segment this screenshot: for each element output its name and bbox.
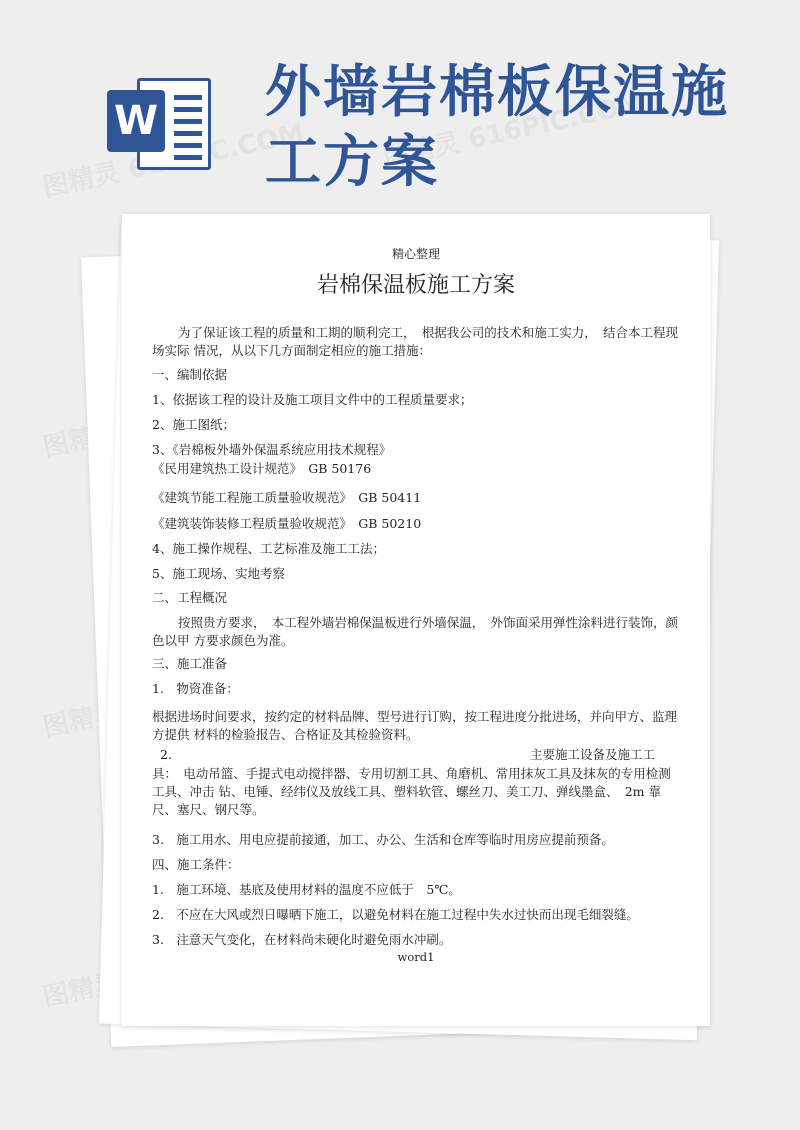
document-footer: word1 [397,950,435,964]
list-item: 4、施工操作规程、工艺标准及施工工法； [152,541,385,556]
document-header-note: 精心整理 [391,247,440,261]
list-item: 1. 物资准备： [152,681,239,696]
list-item-number: 2. [160,747,172,762]
list-item: 1. 施工环境、基底及使用材料的温度不应低于 5℃。 [152,882,461,897]
list-item: 3、《岩棉板外墙外保温系统应用技术规程》 [152,442,392,457]
paragraph: 按照贵方要求， 本工程外墙岩棉保温板进行外墙保温， 外饰面采用弹性涂料进行装饰，颜色以甲 方要求颜色为准。 [152,615,679,648]
section-heading: 三、施工准备 [152,656,228,671]
section-heading: 一、编制依据 [152,367,228,382]
section-heading: 四、施工条件： [152,857,240,872]
list-item: 《民用建筑热工设计规范》 GB 50176 [152,461,372,476]
list-item: 3. 注意天气变化，在材料尚未硬化时避免雨水冲刷。 [152,932,452,947]
paragraph: 为了保证该工程的质量和工期的顺利完工， 根据我公司的技术和施工实力， 结合本工程现场实际 情况，从以下几方面制定相应的施工措施： [152,325,679,358]
list-item: 主要施工设备及施工工 [530,747,656,762]
paragraph: 具： 电动吊篮、手提式电动搅拌器、专用切割工具、角磨机、常用抹灰工具及抹灰的专用检测工具、冲击 钻、电锤、经纬仪及放线工具、塑料软管、螺丝刀、美工刀、弹线墨盒、 2m 靠尺、塞尺、钢尺等。 [152,766,671,817]
document-title: 岩棉保温板施工方案 [316,273,515,298]
page-title: 外墙岩棉板保温施工方案 [265,60,729,195]
list-item: 2. 不应在大风或烈日曝晒下施工，以避免材料在施工过程中失水过快而出现毛细裂缝。 [152,907,639,922]
paragraph: 根据进场时间要求，按约定的材料品牌、型号进行订购，按工程进度分批进场，并向甲方、监理方提供 材料的检验报告、合格证及其检验资料。 [152,709,678,742]
list-item: 《建筑装饰装修工程质量验收规范》 GB 50210 [152,516,422,531]
word-badge: W [107,90,165,152]
list-item: 5、施工现场、实地考察 [152,566,285,581]
list-item: 3. 施工用水、用电应提前接通，加工、办公、生活和仓库等临时用房应提前预备。 [152,832,614,847]
document-page [122,214,710,1026]
list-item: 《建筑节能工程施工质量验收规范》 GB 50411 [152,490,422,505]
list-item: 1、依据该工程的设计及施工项目文件中的工程质量要求； [152,392,473,407]
list-item: 2、施工图纸； [152,417,235,432]
section-heading: 二、工程概况 [152,590,228,605]
word-icon [107,74,217,174]
